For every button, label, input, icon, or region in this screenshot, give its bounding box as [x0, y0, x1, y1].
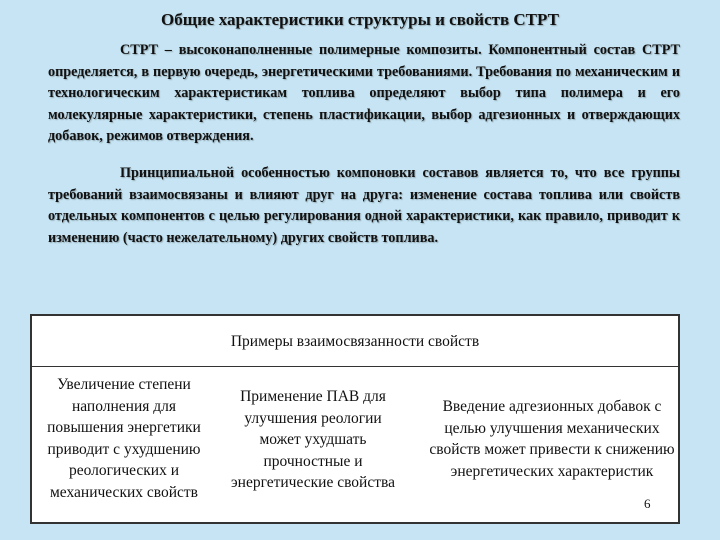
page-number: 6 [644, 496, 651, 511]
paragraph-requirements: Принципиальной особенностью компоновки составов является то, что все группы требований взаимосвязаны и влияют друг на друга: изменение состава топлива или свойств отдельных компонентов с целью регулирования одной характеристики, как правило, приводит к изменению (часто нежелательному) других свойств топлива. [48, 165, 680, 246]
examples-box [30, 314, 680, 524]
example-filling-degree: Увеличение степени наполнения для повышения энергетики приводит с ухудшению реологических и механических свойств [47, 376, 201, 501]
examples-header: Примеры взаимосвязанности свойств [32, 316, 678, 367]
slide-title: Общие характеристики структуры и свойств СТРТ [161, 10, 559, 29]
paragraph-definition: СТРТ – высоконаполненные полимерные композиты. Компонентный состав СТРТ определяется, в первую очередь, энергетическими требованиями. Требования по механическим и технологическим характеристикам топлива определяют выбор типа полимера и его молекулярные характеристики, степень пластификации, выбор адгезионных и отверждающих добавок, режимов отверждения. [48, 42, 680, 144]
example-surfactant: Применение ПАВ для улучшения реологии может ухудшать прочностные и энергетические свойства [231, 388, 395, 491]
example-adhesion-additives: Введение адгезионных добавок с целью улучшения механических свойств может привести к снижению энергетических характеристик [429, 398, 675, 480]
